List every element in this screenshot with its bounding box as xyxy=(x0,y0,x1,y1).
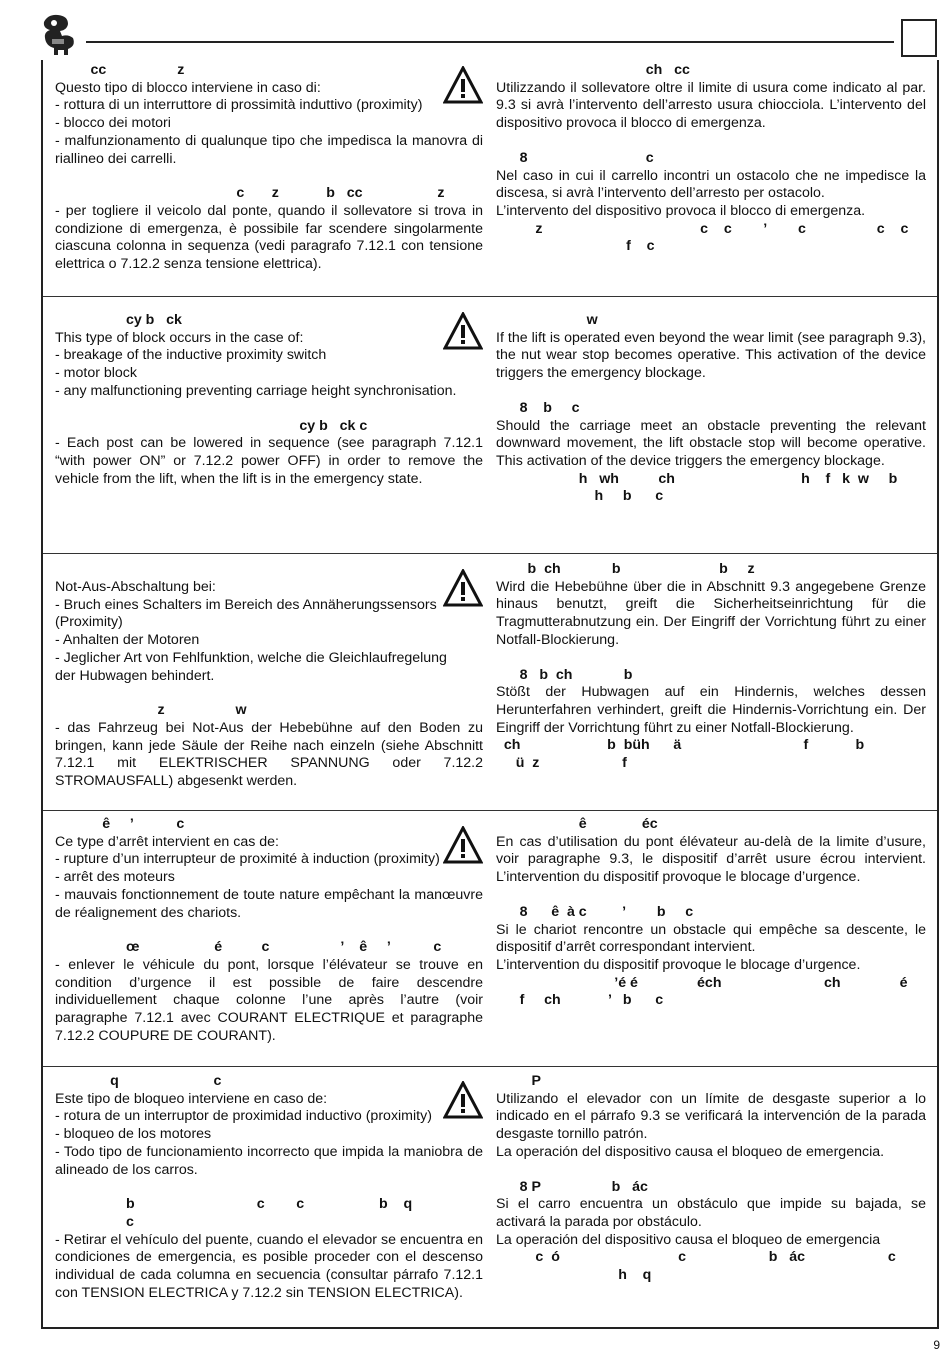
content-frame xyxy=(41,60,939,1329)
section-italian xyxy=(43,60,937,297)
paragraph: Utilizando el elevador con un límite de desgaste superior a lo indicado en el párrafo 9.3 se verificará la intervención de la parada desgaste tornillo patrón. La operación del dispositivo causa el bloqueo de emergencia. xyxy=(496,1090,926,1160)
paragraph: This type of block occurs in the case of: - breakage of the inductive proximity switch - motor block - any malfunctioning preventing carriage height synchronisation. xyxy=(55,329,457,399)
section-heading: cc z xyxy=(55,62,185,78)
section-heading: œ é c ’ ê ’ c xyxy=(55,939,442,956)
section-heading: ch b büh ä f b ü z f xyxy=(503,737,865,772)
section-heading: 8 b ch b xyxy=(496,666,633,683)
brand-logo xyxy=(38,12,78,56)
paragraph: If the lift is operated even beyond the wear limit (see paragraph 9.3), the nut wear stop becomes operative. This activation of the device triggers the emergency blockage. xyxy=(496,329,926,382)
section-german xyxy=(43,554,937,811)
paragraph: En cas d’utilisation du pont élévateur au-delà de la limite d’usure, voir paragraphe 9.3, le dispositif d’arrêt usure écrou intervient. L’intervention du dispositif provoque le blocage d’urgence. xyxy=(496,833,926,886)
paragraph: Stößt der Hubwagen auf ein Hindernis, welches dessen Herunterfahren verhindert, greift die Hindernis-Vorrichtung ein. Der Eingriff der Vorrichtung führt zu einer Notfall-Blockierung. xyxy=(496,684,926,736)
warning-icon xyxy=(443,312,483,350)
paragraph: - das Fahrzeug bei Not-Aus der Hebebühne auf den Boden zu bringen, kann jede Säule der Reihe nach einzeln (siehe Abschnitt 7.12.1 mit ELEKTRISCHER SPANNUNG oder 7.12.2 STROMAUSFALL) abgesenkt werden. xyxy=(55,719,483,790)
german-right-column xyxy=(496,561,926,773)
italian-left-column xyxy=(55,62,483,274)
paragraph: Este tipo de bloqueo interviene en caso de: - rotura de un interruptor de proximidad inductivo (proximity) - bloqueo de los motores - Todo tipo de funcionamiento incorrecto que impida la maniobra de alineado de los carros. xyxy=(55,1090,483,1178)
paragraph: - Retirar el vehículo del puente, cuando el elevador se encuentra en condiciones de emergencia, es posible proceder con el descenso individual de cada columna en secuencia (consultar párrafo 7.12.1 con TENSION ELECTRICA y 7.12.2 sin TENSION ELECTRICA). xyxy=(55,1231,483,1301)
section-heading: 8 P b ác xyxy=(496,1178,648,1195)
warning-icon xyxy=(443,569,483,607)
warning-icon xyxy=(443,826,483,864)
paragraph: Ce type d’arrêt intervient en cas de: - rupture d’un interrupteur de proximité à induction (proximity) - arrêt des moteurs - mauvais fonctionnement de toute nature empêchant la manœuvre de réalignement des chariots. xyxy=(55,833,483,921)
section-heading: 8 ê à c ’ b c xyxy=(496,903,694,920)
header-rule xyxy=(86,41,894,43)
section-heading: b ch b b z xyxy=(496,561,755,577)
section-heading: w xyxy=(496,312,598,328)
paragraph: - Each post can be lowered in sequence (see paragraph 7.12.1 “with power ON” or 7.12.2 power OFF) in order to remove the vehicle from the lift, when the lift is in the emergency state. xyxy=(55,435,483,487)
paragraph: Not-Aus-Abschaltung bei: - Bruch eines Schalters im Bereich des Annäherungssensors (Proximity) - Anhalten der Motoren - Jeglicher Art von Fehlfunktion, welche die Gleichlaufregelung der Hubwagen behindert. xyxy=(55,579,447,684)
section-heading: h wh ch h f k w b h b c xyxy=(578,470,898,505)
paragraph: - enlever le véhicule du pont, lorsque l’élévateur se trouve en condition d’urgence il est possible de faire descendre individuellement chaque colonne l’une après l’autre (voir paragraphe 7.12.1 avec COURANT ELECTRIQUE et paragraphe 7.12.2 COUPURE DE COURANT). xyxy=(55,956,483,1044)
paragraph: Wird die Hebebühne über die in Abschnitt 9.3 angegebene Grenze hinaus benutzt, greift die Sicherheitseinrichtung für die Tragmutterabnutzung ein. Der Eingriff der Vorrichtung führt zu einer Notfall-Blockierung. xyxy=(496,578,926,648)
section-heading: z c c ’ c c c f c xyxy=(535,220,909,255)
paragraph: Should the carriage meet an obstacle preventing the relevant downward movement, the lift obstacle stop will become operative. This activation of the device triggers the emergency blockage. xyxy=(496,417,926,469)
paragraph: Si le chariot rencontre un obstacle qui empêche sa descente, le dispositif d’arrêt correspondant intervient. L’intervention du dispositif provoque le blocage d’urgence. xyxy=(496,921,926,973)
spanish-right-column xyxy=(496,1073,926,1285)
warning-icon xyxy=(443,1081,483,1119)
section-heading: ê éc xyxy=(496,816,658,832)
section-heading: cy b ck c xyxy=(55,417,368,434)
section-spanish xyxy=(43,1067,937,1327)
paragraph: Nel caso in cui il carrello incontri un ostacolo che ne impedisce la discesa, si avrà l’intervento dell’arresto per ostacolo. L’intervento del dispositivo provoca il blocco di emergenza. xyxy=(496,167,926,219)
section-french xyxy=(43,811,937,1067)
section-heading: 8 c xyxy=(496,149,654,166)
french-right-column xyxy=(496,816,926,1010)
paragraph: Questo tipo di blocco interviene in caso di: - rottura di un interruttore di prossimità induttivo (proximity) - blocco dei motori - malfunzionamento di qualunque tipo che impedisca la manovra di riallineo dei carrelli. xyxy=(55,79,483,167)
paragraph: Si el carro encuentra un obstáculo que impide su bajada, se activará la parada por obstáculo. La operación del dispositivo causa el bloqueo de emergencia xyxy=(496,1196,926,1248)
page-number: 9 xyxy=(933,1338,940,1352)
section-heading: c z b cc z xyxy=(55,185,445,202)
section-heading: z w xyxy=(55,702,247,719)
section-heading: cy b ck xyxy=(55,312,182,328)
section-heading: q c xyxy=(55,1073,222,1089)
spanish-left-column xyxy=(55,1073,483,1302)
warning-icon xyxy=(443,66,483,104)
section-heading: ch cc xyxy=(496,62,690,78)
french-left-column xyxy=(55,816,483,1045)
italian-right-column xyxy=(496,62,926,256)
section-english xyxy=(43,297,937,554)
paragraph: - per togliere il veicolo dal ponte, quando il sollevatore si trova in condizione di emergenza, è possibile far scendere singolarmente ciascuna colonna in sequenza (vedi paragrafo 7.12.1 con tensione elettrica o 7.12.2 senza tensione elettrica). xyxy=(55,202,483,273)
english-right-column xyxy=(496,312,926,506)
section-heading: c ó c b ác c h q xyxy=(535,1249,896,1284)
section-heading: ’é é éch ch é f ch ’ b c xyxy=(519,974,908,1009)
paragraph: Utilizzando il sollevatore oltre il limite di usura come indicato al par. 9.3 si avrà l’intervento dell’arresto usura chiocciola. L’intervento del dispositivo provoca il blocco di emergenza. xyxy=(496,79,926,132)
section-heading: 8 b c xyxy=(496,399,580,416)
section-heading: ê ’ c xyxy=(55,816,185,832)
english-left-column xyxy=(55,312,483,488)
section-heading: P xyxy=(496,1073,541,1089)
header-box xyxy=(901,19,937,57)
german-left-column xyxy=(55,579,483,791)
section-heading: b c c b q c xyxy=(125,1196,413,1230)
